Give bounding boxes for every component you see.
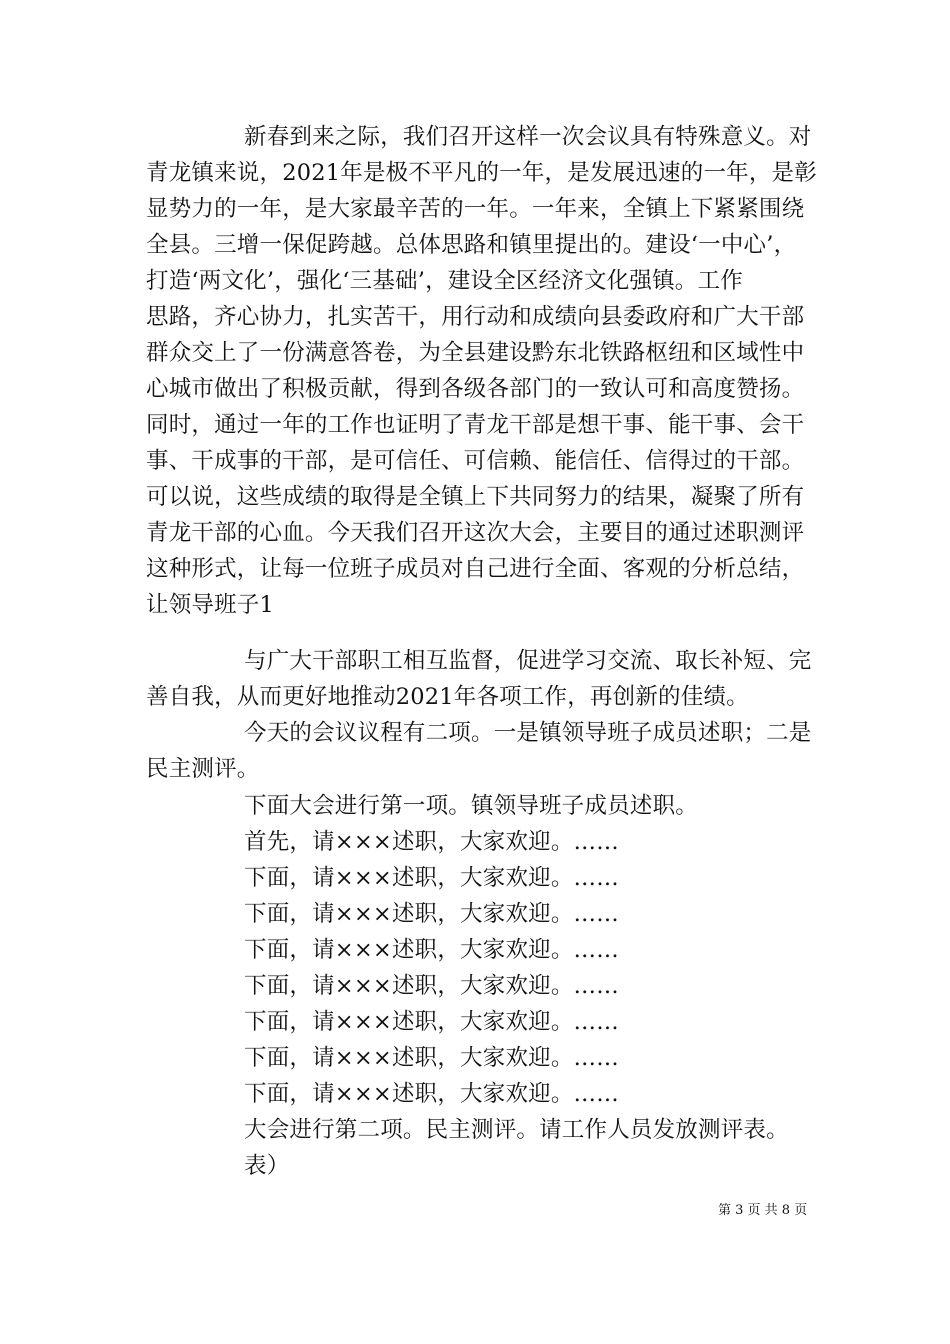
agenda-item: 首先，请×××述职，大家欢迎。…… bbox=[244, 829, 619, 855]
text-line: 打造‘两文化’，强化‘三基础’，建设全区经济文化强镇。工作 bbox=[146, 268, 743, 294]
agenda-item: 下面，请×××述职，大家欢迎。…… bbox=[244, 1081, 619, 1107]
text-line: 新春到来之际，我们召开这样一次会议具有特殊意义。对 bbox=[244, 124, 812, 150]
text-line: 让领导班子1 bbox=[146, 592, 275, 618]
text-line: 全县。三增一保促跨越。总体思路和镇里提出的。建设‘一中心’， bbox=[146, 232, 797, 258]
agenda-item: 表） bbox=[244, 1153, 290, 1179]
text-line: 今天的会议议程有二项。一是镇领导班子成员述职；二是 bbox=[244, 720, 812, 746]
agenda-item: 大会进行第二项。民主测评。请工作人员发放测评表。 bbox=[244, 1117, 789, 1143]
text-line: 思路，齐心协力，扎实苦干，用行动和成绩向县委政府和广大干部 bbox=[146, 304, 805, 330]
text-line: 民主测评。 bbox=[146, 756, 260, 782]
text-line: 青龙镇来说，2021年是极不平凡的一年，是发展迅速的一年，是彰 bbox=[146, 160, 817, 186]
text-line: 显势力的一年，是大家最辛苦的一年。一年来，全镇上下紧紧围绕 bbox=[146, 196, 805, 222]
agenda-item: 下面，请×××述职，大家欢迎。…… bbox=[244, 1045, 619, 1071]
agenda-item: 下面，请×××述职，大家欢迎。…… bbox=[244, 1009, 619, 1035]
text-line: 与广大干部职工相互监督，促进学习交流、取长补短、完 bbox=[244, 648, 812, 674]
text-line: 青龙干部的心血。今天我们召开这次大会，主要目的通过述职测评 bbox=[146, 520, 805, 546]
agenda-item: 下面，请×××述职，大家欢迎。…… bbox=[244, 973, 619, 999]
text-line: 群众交上了一份满意答卷，为全县建设黔东北铁路枢纽和区域性中 bbox=[146, 340, 805, 366]
page-number: 第 3 页 共 8 页 bbox=[718, 1203, 808, 1218]
text-line: 这种形式，让每一位班子成员对自己进行全面、客观的分析总结， bbox=[146, 556, 805, 582]
text-line: 可以说，这些成绩的取得是全镇上下共同努力的结果，凝聚了所有 bbox=[146, 484, 805, 510]
text-line: 同时，通过一年的工作也证明了青龙干部是想干事、能干事、会干 bbox=[146, 412, 805, 438]
text-line: 善自我，从而更好地推动2021年各项工作，再创新的佳绩。 bbox=[146, 684, 749, 710]
agenda-item: 下面，请×××述职，大家欢迎。…… bbox=[244, 937, 619, 963]
text-line: 心城市做出了积极贡献，得到各级各部门的一致认可和高度赞扬。 bbox=[146, 376, 805, 402]
text-line: 事、干成事的干部，是可信任、可信赖、能信任、信得过的干部。 bbox=[146, 448, 805, 474]
agenda-item: 下面，请×××述职，大家欢迎。…… bbox=[244, 901, 619, 927]
agenda-item: 下面大会进行第一项。镇领导班子成员述职。 bbox=[244, 793, 699, 819]
agenda-item: 下面，请×××述职，大家欢迎。…… bbox=[244, 865, 619, 891]
